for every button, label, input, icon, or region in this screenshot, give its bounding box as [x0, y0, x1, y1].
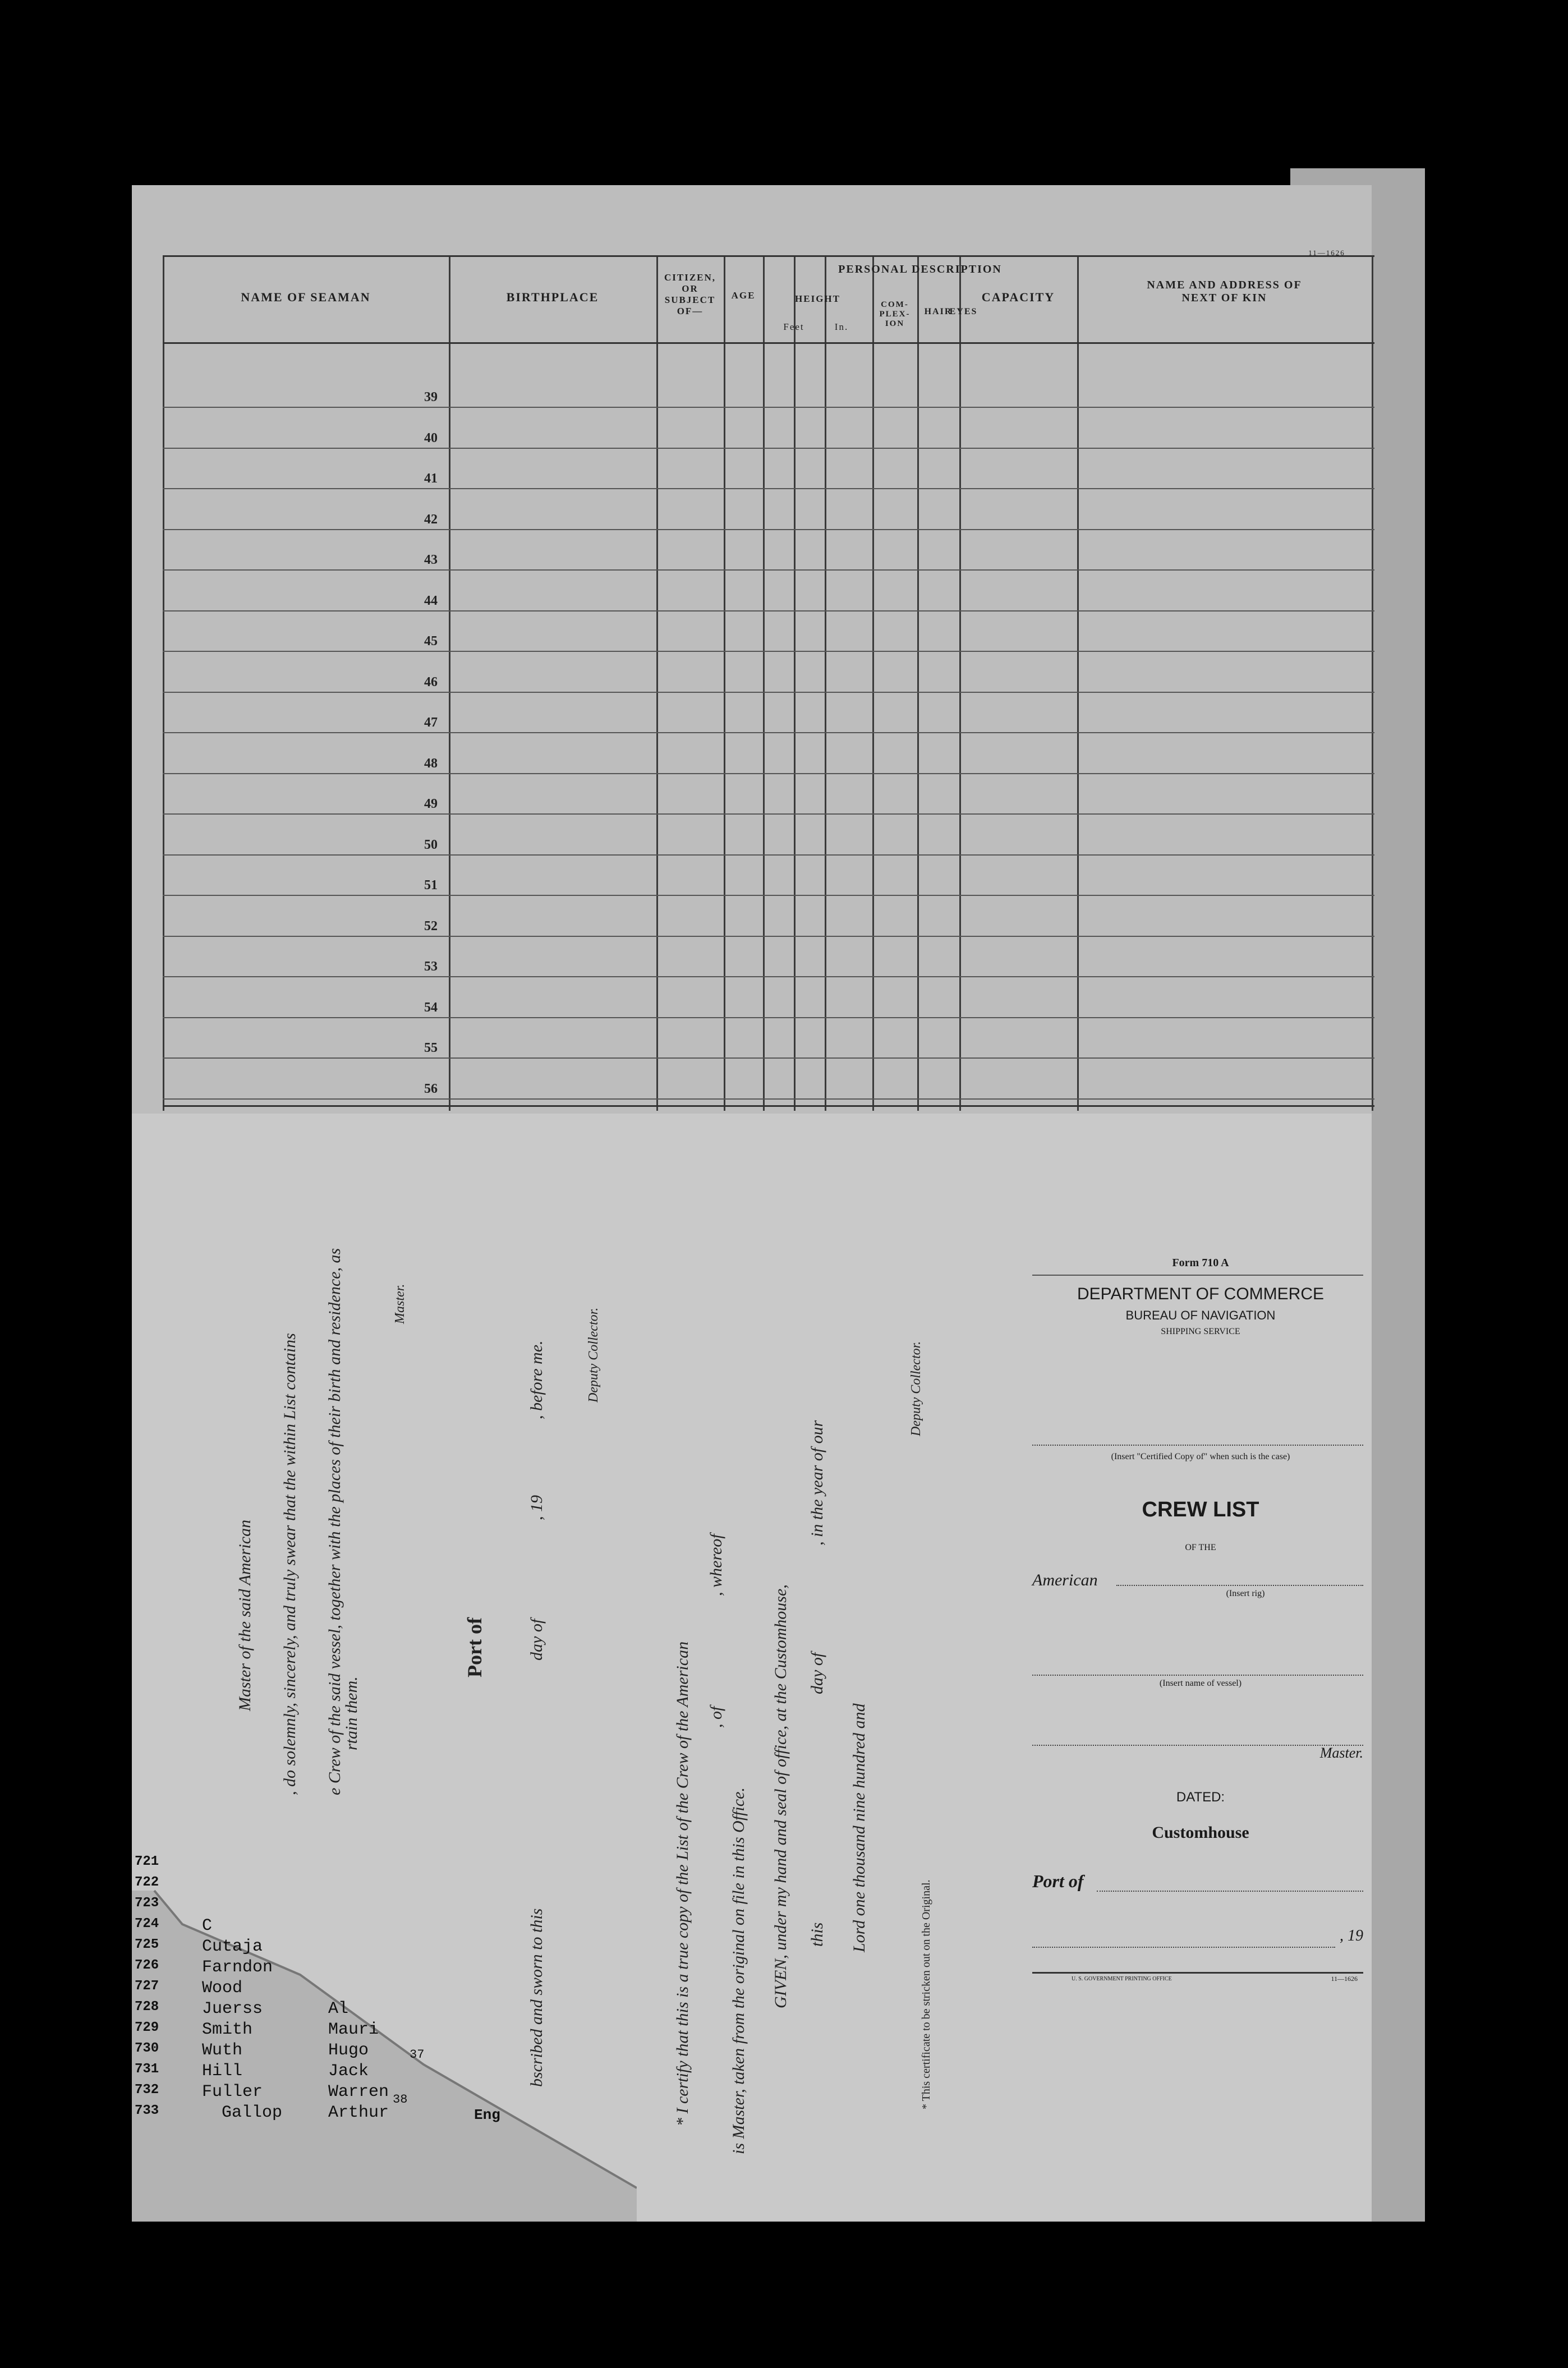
crew-number: 724	[135, 1916, 159, 1932]
crew-number: 732	[135, 2082, 159, 2098]
crew-given-name: Al	[328, 1999, 349, 2018]
row-line	[163, 692, 1374, 693]
col-age: AGE	[731, 290, 756, 301]
crew-given-name: Warren	[328, 2082, 389, 2102]
cert-line-9: Lord one thousand nine hundred and	[850, 1703, 868, 1952]
crew-surname: C	[202, 1916, 213, 1935]
row-number: 42	[424, 512, 438, 527]
crew-capacity-eng: Eng	[474, 2107, 500, 2123]
printer-credit: U. S. GOVERNMENT PRINTING OFFICE	[1072, 1976, 1172, 1982]
crew-number: 727	[135, 1979, 159, 1994]
row-line	[163, 854, 1374, 856]
crew-number: 728	[135, 1999, 159, 2015]
oath-day-of: day of	[527, 1618, 546, 1661]
crew-surname: Cutaja	[202, 1937, 263, 1956]
crew-number: 723	[135, 1896, 159, 1911]
row-number: 46	[424, 674, 438, 689]
row-line	[163, 488, 1374, 489]
oath-deputy-collector: Deputy Collector.	[586, 1307, 601, 1403]
col-feet: Feet	[783, 321, 804, 332]
bureau-name: BUREAU OF NAVIGATION	[1125, 1308, 1276, 1322]
crew-surname: Gallop	[222, 2103, 283, 2122]
row-number: 52	[424, 918, 438, 934]
row-number: 41	[424, 471, 438, 486]
oath-before: , before me.	[527, 1340, 546, 1419]
crew-table	[163, 249, 1374, 1111]
row-number: 55	[424, 1041, 438, 1055]
row-line	[163, 610, 1374, 611]
row-number: 39	[424, 390, 438, 404]
col-complexion: COM-PLEX-ION	[879, 300, 911, 328]
of-the: OF THE	[1185, 1543, 1216, 1552]
crew-given-name: Jack	[328, 2062, 369, 2081]
row-number: 53	[424, 959, 438, 974]
row-number: 56	[424, 1081, 438, 1096]
row-line	[163, 1057, 1374, 1059]
row-number: 49	[424, 797, 438, 811]
row-line	[163, 813, 1374, 815]
crew-number: 721	[135, 1854, 159, 1869]
crew-surname: Fuller	[202, 2082, 263, 2102]
row-line	[163, 976, 1374, 977]
row-line	[163, 936, 1374, 937]
col-citizen: CITIZEN, OR SUBJECT OF—	[664, 272, 716, 316]
cert-line-5: GIVEN, under my hand and seal of office, at the Customhouse,	[771, 1584, 790, 2008]
col-inches: In.	[834, 321, 849, 332]
row-number: 48	[424, 756, 438, 771]
american-label: American	[1032, 1571, 1098, 1589]
crew-list-cover	[1032, 1257, 1369, 1997]
cert-line-3: , whereof	[707, 1534, 725, 1596]
dated-label: DATED:	[1176, 1790, 1225, 1805]
cert-line-2: , of	[707, 1706, 725, 1728]
row-number: 54	[424, 1000, 438, 1015]
crew-list-title: CREW LIST	[1142, 1498, 1259, 1521]
oath-line-1: Master of the said American	[236, 1519, 254, 1711]
crew-surname: Hill	[202, 2062, 243, 2081]
col-name-of-seaman: NAME OF SEAMAN	[241, 290, 371, 304]
insert-rig-note: (Insert rig)	[1226, 1589, 1265, 1598]
row-line	[163, 407, 1374, 408]
oath-year: , 19	[527, 1495, 546, 1520]
col-capacity: CAPACITY	[981, 290, 1055, 304]
port-of-label: Port of	[1032, 1871, 1084, 1891]
row-line	[163, 1017, 1374, 1018]
col-personal-description: PERSONAL DESCRIPTION	[838, 263, 1002, 275]
master-label: Master.	[1319, 1745, 1363, 1761]
col-eyes: EYES	[949, 307, 978, 316]
crew-number: 725	[135, 1937, 159, 1952]
row-number: 40	[424, 430, 438, 445]
row-number: 50	[424, 837, 438, 852]
crew-given-name: Hugo	[328, 2041, 369, 2060]
oath-port-of: Port of	[463, 1617, 486, 1677]
row-number: 51	[424, 878, 438, 893]
row-line	[163, 569, 1374, 571]
crew-number: 731	[135, 2062, 159, 2077]
row-line	[163, 651, 1374, 652]
oath-line-4: rtain them.	[342, 1676, 361, 1750]
oath-line-3: e Crew of the said vessel, together with the places of their birth and residence, as	[325, 1248, 344, 1795]
row-line	[163, 773, 1374, 774]
customhouse-label: Customhouse	[1152, 1823, 1249, 1842]
cert-line-7: day of	[808, 1652, 826, 1694]
col-hair: HAIR	[924, 307, 953, 316]
crew-surname: Juerss	[202, 1999, 263, 2018]
service-name: SHIPPING SERVICE	[1161, 1327, 1240, 1336]
row-number: 47	[424, 715, 438, 730]
col-birthplace: BIRTHPLACE	[506, 290, 599, 304]
cert-deputy-collector: Deputy Collector.	[909, 1341, 923, 1436]
crew-surname: Smith	[202, 2020, 253, 2039]
oath-line-2: , do solemnly, sincerely, and truly swear that the within List contains	[281, 1333, 299, 1795]
crew-number: 730	[135, 2041, 159, 2056]
crew-number: 729	[135, 2020, 159, 2035]
crew-given-name: Arthur	[328, 2103, 389, 2122]
cert-line-1: * I certify that this is a true copy of the List of the Crew of the American	[673, 1641, 692, 2126]
row-line	[163, 529, 1374, 530]
year-label: , 19	[1340, 1927, 1363, 1944]
crew-number: 726	[135, 1958, 159, 1973]
row-line	[163, 732, 1374, 733]
printer-code: 11—1626	[1331, 1975, 1358, 1983]
row-number: 43	[424, 553, 438, 567]
row-line	[163, 895, 1374, 896]
form-number: Form 710 A	[1172, 1257, 1229, 1269]
cert-line-4: is Master, taken from the original on file in this Office.	[729, 1787, 748, 2154]
crew-row-38: 38	[393, 2093, 408, 2107]
department-name: DEPARTMENT OF COMMERCE	[1077, 1285, 1325, 1303]
form-code: 11—1626	[1308, 249, 1345, 257]
insert-certified-note: (Insert "Certified Copy of" when such is the case)	[1111, 1452, 1290, 1461]
oath-sworn: bscribed and sworn to this	[527, 1908, 546, 2087]
crew-given-name: Mauri	[328, 2020, 379, 2039]
crew-number: 722	[135, 1875, 159, 1890]
cert-line-8: , in the year of our	[808, 1420, 826, 1546]
row-number: 45	[424, 634, 438, 649]
col-next-of-kin: NAME AND ADDRESS OF NEXT OF KIN	[1147, 279, 1302, 304]
crew-surname: Wuth	[202, 2041, 243, 2060]
row-number: 44	[424, 593, 438, 608]
col-height: HEIGHT	[795, 293, 840, 304]
row-line	[163, 1098, 1374, 1100]
crew-number: 733	[135, 2103, 159, 2118]
crew-surname: Farndon	[202, 1958, 273, 1977]
crew-row-37: 37	[410, 2048, 425, 2062]
crew-surname: Wood	[202, 1979, 243, 1998]
oath-master: Master.	[393, 1284, 407, 1324]
cert-footnote: * This certificate to be stricken out on the Original.	[920, 1879, 932, 2109]
insert-vessel-note: (Insert name of vessel)	[1159, 1679, 1242, 1688]
row-line	[163, 448, 1374, 449]
cert-line-6: this	[808, 1922, 826, 1947]
